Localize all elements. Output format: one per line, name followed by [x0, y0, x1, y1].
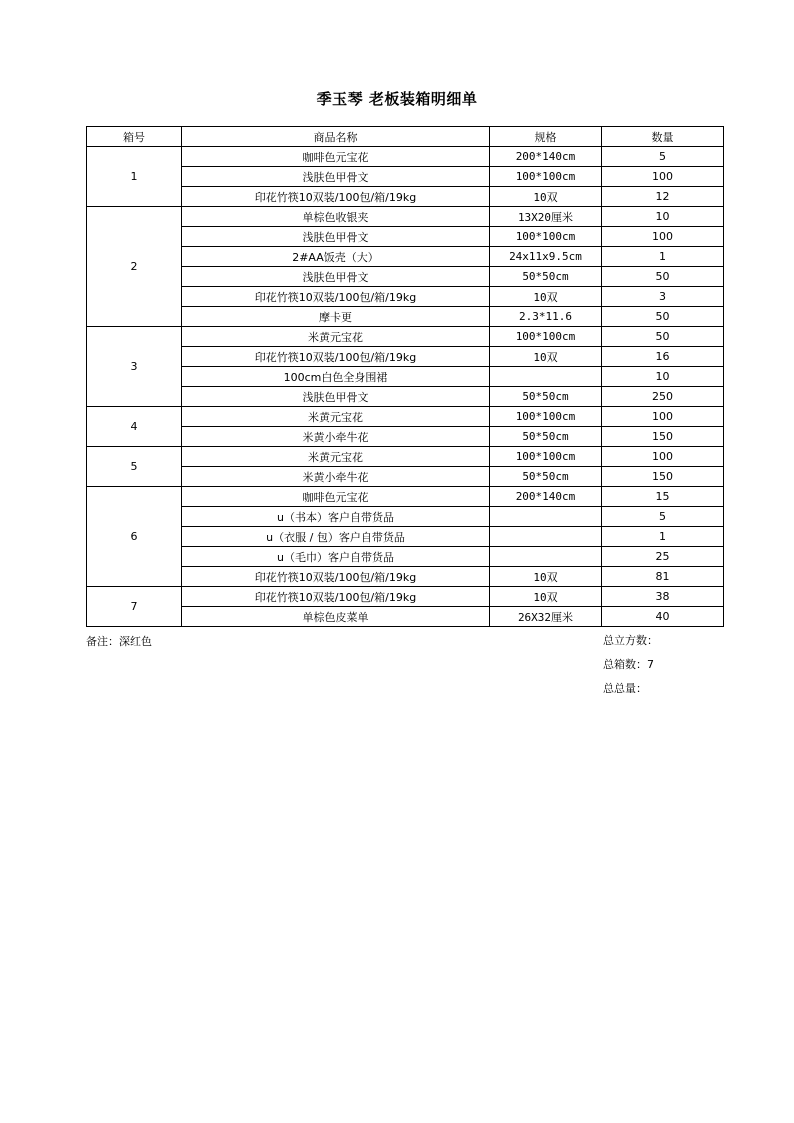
spec-cell: 100*100cm [490, 227, 602, 247]
table-row [87, 427, 724, 447]
product-name-cell: u（毛巾）客户自带货品 [182, 547, 490, 567]
table-row [87, 327, 724, 347]
box-number-cell: 7 [87, 587, 182, 627]
quantity-cell: 16 [602, 347, 724, 367]
remark-note: 备注：深红色 [86, 635, 152, 648]
table-row [87, 187, 724, 207]
spec-cell: 10双 [490, 187, 602, 207]
quantity-cell: 50 [602, 307, 724, 327]
column-header-product-name: 商品名称 [182, 127, 490, 147]
table-row [87, 547, 724, 567]
table-row [87, 387, 724, 407]
table-row [87, 487, 724, 507]
product-name-cell: 印花竹筷10双装/100包/箱/19kg [182, 287, 490, 307]
table-row [87, 207, 724, 227]
quantity-cell: 40 [602, 607, 724, 627]
table-header-row [87, 127, 724, 147]
table-row [87, 227, 724, 247]
spec-cell: 10双 [490, 587, 602, 607]
spec-cell: 100*100cm [490, 407, 602, 427]
product-name-cell: 100cm白色全身围裙 [182, 367, 490, 387]
table-row [87, 347, 724, 367]
table-row [87, 287, 724, 307]
table-row [87, 167, 724, 187]
total-volume: 总立方数： [603, 634, 658, 647]
spec-cell: 50*50cm [490, 427, 602, 447]
table-row [87, 407, 724, 427]
table-row [87, 507, 724, 527]
quantity-cell: 5 [602, 147, 724, 167]
quantity-cell: 1 [602, 247, 724, 267]
product-name-cell: 米黄小牵牛花 [182, 427, 490, 447]
box-number-cell: 4 [87, 407, 182, 447]
product-name-cell: 咖啡色元宝花 [182, 487, 490, 507]
spec-cell: 100*100cm [490, 167, 602, 187]
product-name-cell: 单棕色皮菜单 [182, 607, 490, 627]
product-name-cell: 浅肤色甲骨文 [182, 267, 490, 287]
product-name-cell: 单棕色收银夹 [182, 207, 490, 227]
product-name-cell: u（衣服 / 包）客户自带货品 [182, 527, 490, 547]
product-name-cell: 印花竹筷10双装/100包/箱/19kg [182, 347, 490, 367]
quantity-cell: 100 [602, 447, 724, 467]
box-number-cell: 3 [87, 327, 182, 407]
table-row [87, 527, 724, 547]
column-header-box-no: 箱号 [87, 127, 182, 147]
product-name-cell: 浅肤色甲骨文 [182, 227, 490, 247]
spec-cell: 200*140cm [490, 487, 602, 507]
spec-cell [490, 507, 602, 527]
product-name-cell: 浅肤色甲骨文 [182, 387, 490, 407]
spec-cell [490, 367, 602, 387]
box-number-cell: 1 [87, 147, 182, 207]
spec-cell: 200*140cm [490, 147, 602, 167]
column-header-spec: 规格 [490, 127, 602, 147]
table-row [87, 447, 724, 467]
box-number-cell: 6 [87, 487, 182, 587]
spec-cell: 50*50cm [490, 387, 602, 407]
total-quantity: 总总量： [603, 682, 647, 695]
quantity-cell: 38 [602, 587, 724, 607]
page-title: 季玉琴 老板装箱明细单 [316, 90, 478, 108]
table-row [87, 247, 724, 267]
spec-cell: 100*100cm [490, 447, 602, 467]
table-row [87, 567, 724, 587]
table-row [87, 587, 724, 607]
product-name-cell: 米黄元宝花 [182, 327, 490, 347]
box-number-cell: 2 [87, 207, 182, 327]
spec-cell: 50*50cm [490, 267, 602, 287]
quantity-cell: 100 [602, 167, 724, 187]
spec-cell: 26X32厘米 [490, 607, 602, 627]
quantity-cell: 10 [602, 367, 724, 387]
spec-cell: 10双 [490, 287, 602, 307]
product-name-cell: 浅肤色甲骨文 [182, 167, 490, 187]
product-name-cell: 米黄小牵牛花 [182, 467, 490, 487]
spec-cell [490, 527, 602, 547]
column-header-quantity: 数量 [602, 127, 724, 147]
table-body [87, 147, 724, 627]
total-boxes: 总箱数：7 [603, 658, 654, 671]
product-name-cell: 摩卡更 [182, 307, 490, 327]
table-row [87, 267, 724, 287]
table-row [87, 367, 724, 387]
quantity-cell: 100 [602, 407, 724, 427]
quantity-cell: 50 [602, 327, 724, 347]
spec-cell: 10双 [490, 347, 602, 367]
totals-block [603, 629, 658, 701]
product-name-cell: 2#AA饭壳（大） [182, 247, 490, 267]
product-name-cell: 米黄元宝花 [182, 447, 490, 467]
quantity-cell: 1 [602, 527, 724, 547]
quantity-cell: 100 [602, 227, 724, 247]
product-name-cell: 印花竹筷10双装/100包/箱/19kg [182, 567, 490, 587]
product-name-cell: 米黄元宝花 [182, 407, 490, 427]
quantity-cell: 50 [602, 267, 724, 287]
spec-cell: 50*50cm [490, 467, 602, 487]
spec-cell: 100*100cm [490, 327, 602, 347]
table-row [87, 307, 724, 327]
spec-cell: 2.3*11.6 [490, 307, 602, 327]
box-number-cell: 5 [87, 447, 182, 487]
quantity-cell: 250 [602, 387, 724, 407]
table-row [87, 147, 724, 167]
quantity-cell: 150 [602, 467, 724, 487]
quantity-cell: 3 [602, 287, 724, 307]
quantity-cell: 25 [602, 547, 724, 567]
product-name-cell: 咖啡色元宝花 [182, 147, 490, 167]
spec-cell: 24x11x9.5cm [490, 247, 602, 267]
quantity-cell: 81 [602, 567, 724, 587]
product-name-cell: u（书本）客户自带货品 [182, 507, 490, 527]
quantity-cell: 10 [602, 207, 724, 227]
table-row [87, 467, 724, 487]
spec-cell: 13X20厘米 [490, 207, 602, 227]
table-row [87, 607, 724, 627]
spec-cell [490, 547, 602, 567]
product-name-cell: 印花竹筷10双装/100包/箱/19kg [182, 587, 490, 607]
quantity-cell: 12 [602, 187, 724, 207]
quantity-cell: 5 [602, 507, 724, 527]
spec-cell: 10双 [490, 567, 602, 587]
quantity-cell: 15 [602, 487, 724, 507]
packing-list-table [86, 126, 724, 627]
quantity-cell: 150 [602, 427, 724, 447]
product-name-cell: 印花竹筷10双装/100包/箱/19kg [182, 187, 490, 207]
